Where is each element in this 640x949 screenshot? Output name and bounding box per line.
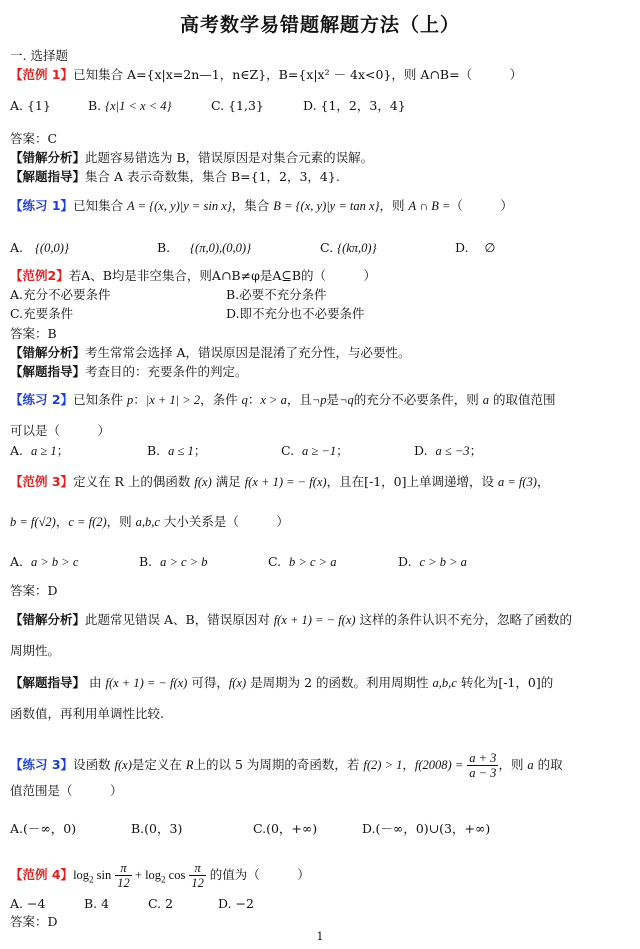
example-4-option-c: C. 2 xyxy=(148,896,174,911)
example-1-option-c: C. {1,3} xyxy=(211,98,264,113)
practice-3-option-d: D.(－∞，0)∪(3，+∞) xyxy=(362,821,491,836)
page-number: 1 xyxy=(316,930,324,943)
example-3-error-analysis-line2: 周期性。 xyxy=(10,643,61,658)
example-1-option-b: B. {x|1 < x < 4} xyxy=(88,98,172,113)
example-2-guidance: 【解题指导】考查目的：充要条件的判定。 xyxy=(10,364,248,379)
example-2-answer: 答案：B xyxy=(10,326,57,341)
example-2-error-analysis: 【错解分析】考生常常会选择 A，错误原因是混淆了充分性，与必要性。 xyxy=(10,345,411,360)
practice-1-option-b: B. {(π,0),(0,0)} xyxy=(157,240,252,255)
example-2-stem: 【范例2】若A、B均是非空集合，则A∩B≠φ是A⊆B的（ ） xyxy=(10,268,377,283)
practice-1-option-a: A. {(0,0)} xyxy=(10,240,69,255)
example-3-error-analysis: 【错解分析】此题常见错误 A、B，错误原因对 f(x + 1) = − f(x) 这样的条件认识不充分，忽略了函数的 xyxy=(10,612,573,627)
example-3-guidance: 【解题指导】 由 f(x + 1) = − f(x) 可得，f(x) 是周期为 2 的函数。利用周期性 a,b,c 转化为[-1，0]的 xyxy=(10,675,554,690)
example-3-stem: 【范例 3】定义在 R 上的偶函数 f(x) 满足 f(x + 1) = − f(x)，且在[-1，0]上单调递增，设 a = f(3)， xyxy=(10,474,550,489)
example-1-error-analysis: 【错解分析】此题容易错选为 B，错误原因是对集合元素的误解。 xyxy=(10,150,374,165)
example-3-stem-line2: b = f(√2)，c = f(2)，则 a,b,c 大小关系是（ ） xyxy=(10,514,289,529)
example-4-answer: 答案：D xyxy=(10,914,58,929)
practice-2-option-c: C. a ≥ −1； xyxy=(281,443,349,458)
example-3-guidance-line2: 函数值，再利用单调性比较. xyxy=(10,706,164,721)
practice-1-option-d: D. ∅ xyxy=(455,240,496,255)
example-3-option-d: D. c > b > a xyxy=(398,554,467,569)
example-2-option-d: D.即不充分也不必要条件 xyxy=(226,306,365,321)
example-1-guidance: 【解题指导】集合 A 表示奇数集，集合 B={1，2，3，4}. xyxy=(10,169,340,184)
practice-1-stem: 【练习 1】已知集合 A = {(x, y)|y = sin x}，集合 B = {(x, y)|y = tan x}，则 A ∩ B =（ ） xyxy=(10,198,513,213)
example-4-option-b: B. 4 xyxy=(84,896,110,911)
practice-2-option-b: B. a ≤ 1； xyxy=(147,443,207,458)
example-1-option-a: A. {1} xyxy=(10,98,51,113)
example-2-option-b: B.必要不充分条件 xyxy=(226,287,327,302)
page-title: 高考数学易错题解题方法（上） xyxy=(179,14,460,36)
example-1-stem: 【范例 1】已知集合 A={x|x=2n—1，n∈Z}，B={x|x² － 4x<0}，则 A∩B=（ ） xyxy=(10,67,523,82)
practice-1-option-c: C. {(kπ,0)} xyxy=(320,240,377,255)
example-3-answer: 答案：D xyxy=(10,583,58,598)
example-4-label: 【范例 4】 xyxy=(10,867,74,882)
example-2-option-c: C.充要条件 xyxy=(10,306,74,321)
example-1-label: 【范例 1】 xyxy=(10,67,74,82)
practice-3-fraction: $\frac{a + 3}{a - 3}$ xyxy=(469,751,497,780)
practice-3-option-b: B.(0，3) xyxy=(131,821,183,836)
example-2-option-a: A.充分不必要条件 xyxy=(10,287,111,302)
example-1-option-d: D. {1，2，3，4} xyxy=(303,98,406,113)
example-4-stem: 【范例 4】$\log_2 \sin$ $\frac{\pi}{12}$ + $\log_2 \cos$ $\frac{\pi}{12}$ 的值为（ ） xyxy=(10,861,310,890)
practice-2-label: 【练习 2】 xyxy=(10,392,74,407)
example-3-label: 【范例 3】 xyxy=(10,474,74,489)
example-4-option-a: A. −4 xyxy=(10,896,46,911)
example-3-option-a: A. a > b > c xyxy=(10,554,79,569)
example-4-option-d: D. −2 xyxy=(218,896,254,911)
practice-3-stem: 【练习 3】设函数 f(x)是定义在 R上的以 5 为周期的奇函数，若 f(2) > 1，f(2008) = $\frac{a + 3}{a - 3}$ ，则 a 的取 xyxy=(10,751,563,780)
practice-3-label: 【练习 3】 xyxy=(10,757,74,772)
example-3-option-b: B. a > c > b xyxy=(139,554,208,569)
example-2-label: 【范例2】 xyxy=(10,268,69,283)
example-1-answer: 答案：C xyxy=(10,131,58,146)
practice-2-stem: 【练习 2】已知条件 p：|x + 1| > 2，条件 q：x > a，且¬p是¬q的充分不必要条件，则 a 的取值范围 xyxy=(10,392,556,407)
section-heading: 一. 选择题 xyxy=(10,48,68,63)
practice-3-stem-line2: 值范围是（ ） xyxy=(10,783,123,798)
practice-3-option-c: C.(0，+∞) xyxy=(253,821,318,836)
practice-2-option-a: A. a ≥ 1； xyxy=(10,443,70,458)
practice-2-option-d: D. a ≤ −3； xyxy=(414,443,483,458)
practice-3-option-a: A.(－∞，0) xyxy=(10,821,77,836)
practice-2-stem-line2: 可以是（ ） xyxy=(10,423,111,438)
practice-1-label: 【练习 1】 xyxy=(10,198,74,213)
example-3-option-c: C. b > c > a xyxy=(268,554,337,569)
